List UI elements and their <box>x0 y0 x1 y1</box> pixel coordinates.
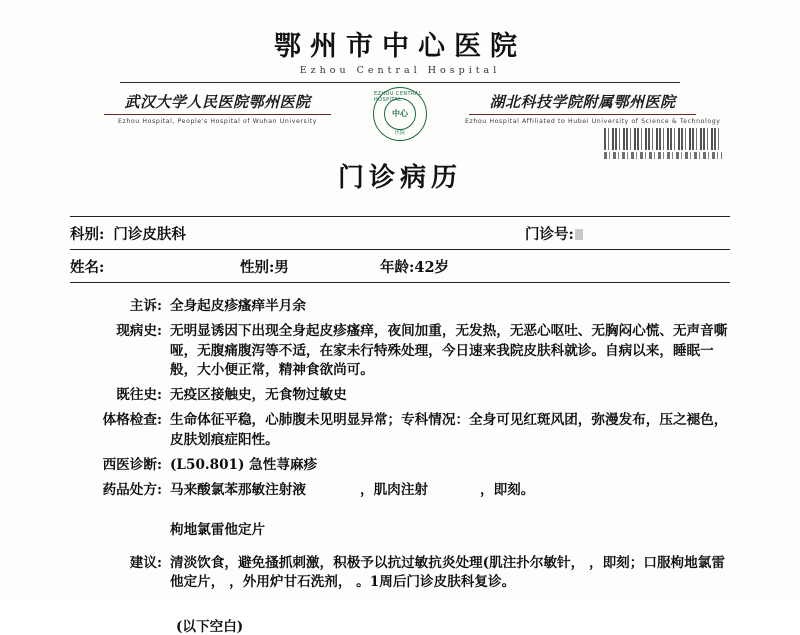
barcode-bars <box>604 128 722 150</box>
present-illness-label: 现病史: <box>116 323 162 340</box>
prescription-item <box>170 481 730 500</box>
age-field <box>380 256 449 277</box>
past-history-label: 既往史: <box>116 387 162 404</box>
seal-top-text: EZHOU CENTRAL HOSPITAL <box>374 91 422 103</box>
page-title: 门诊病历 <box>337 163 462 193</box>
diagnosis-label: 西医诊断: <box>102 457 162 474</box>
present-illness-value: 无明显诱因下出现全身起皮疹瘙痒，夜间加重，无发热，无恶心呕吐、无胸闷心慌、无声音嘶哑，无腹痛腹泻等不适，在家未行特殊处理，今日速来我院皮肤科就诊。自病以来，睡眠一般，大小便正常，精神食欲尚可。 <box>170 323 728 378</box>
info-row-patient <box>70 250 730 283</box>
prescription-route: ，肌肉注射 <box>360 482 428 499</box>
section-physical-exam <box>70 411 730 450</box>
section-past-history <box>70 386 730 405</box>
seal-center-text: 中心 <box>384 98 416 130</box>
header-divider <box>120 82 680 83</box>
affiliate-right <box>465 91 721 125</box>
age-label: 年龄: <box>380 259 415 276</box>
record-body <box>70 297 730 593</box>
advice-label: 建议: <box>129 554 162 571</box>
prescription-drug-name: 枸地氯雷他定片 <box>170 521 266 538</box>
seal-bottom-text: 医院 <box>394 129 405 136</box>
sex-field <box>240 256 289 277</box>
chief-complaint-value: 全身起皮疹瘙痒半月余 <box>170 298 306 314</box>
barcode <box>604 128 722 162</box>
visit-no-label: 门诊号: <box>525 226 574 243</box>
section-diagnosis <box>70 456 730 475</box>
section-advice <box>70 554 730 593</box>
past-history-value: 无疫区接触史，无食物过敏史 <box>170 387 347 404</box>
info-row-department <box>70 216 730 250</box>
name-label: 姓名: <box>70 259 105 276</box>
affiliate-left <box>100 91 335 125</box>
blank-below-note: (以下空白) <box>176 618 244 635</box>
prescription-item <box>170 521 730 540</box>
affiliate-right-name-cn: 湖北科技学院附属鄂州医院 <box>489 93 676 111</box>
hospital-seal-icon <box>373 87 427 141</box>
sex-value: 男 <box>274 259 289 276</box>
section-chief-complaint <box>70 297 730 316</box>
advice-value: 清淡饮食，避免搔抓刺激，积极予以抗过敏抗炎处理(肌注扑尔敏针， ，即刻；口服枸地氯雷他定片， ，外用炉甘石洗剂， 。1周后门诊皮肤科复诊。 <box>170 554 725 591</box>
dept-value: 门诊皮肤科 <box>113 226 186 243</box>
hospital-name-cn: 鄂州市中心医院 <box>274 31 526 62</box>
barcode-strip <box>604 152 722 159</box>
dept-label: 科别: <box>70 226 105 243</box>
affiliate-right-name-en: Ezhou Hospital Affiliated to Hubei University of Science & Technology <box>465 118 721 125</box>
prescription-drug-name: 马来酸氯苯那敏注射液 <box>170 482 306 499</box>
affiliate-left-name-cn: 武汉大学人民医院鄂州医院 <box>124 93 311 111</box>
diagnosis-value: (L50.801) 急性荨麻疹 <box>170 457 318 474</box>
sex-label: 性别: <box>240 259 275 276</box>
chief-complaint-label: 主诉: <box>129 298 162 314</box>
visit-no-field <box>525 223 583 244</box>
physical-exam-value: 生命体征平稳，心肺腹未见明显异常；专科情况：全身可见红斑风团，弥漫发布，压之褪色，皮肤划痕症阳性。 <box>170 412 728 448</box>
prescription-spacer <box>170 501 730 521</box>
hospital-name-en: Ezhou Central Hospital <box>299 65 501 76</box>
prescription-frequency: ，即刻。 <box>480 482 535 499</box>
age-value: 42岁 <box>414 259 450 276</box>
visit-no-redacted <box>575 229 583 240</box>
physical-exam-label: 体格检查: <box>102 412 162 429</box>
section-prescription <box>70 481 730 540</box>
section-present-illness <box>70 322 730 380</box>
affiliate-left-name-en: Ezhou Hospital, People's Hospital of Wuhan University <box>118 118 317 125</box>
affiliate-right-underline <box>469 114 696 115</box>
prescription-items <box>170 481 730 540</box>
prescription-label: 药品处方: <box>102 482 162 499</box>
affiliate-left-underline <box>104 114 331 115</box>
